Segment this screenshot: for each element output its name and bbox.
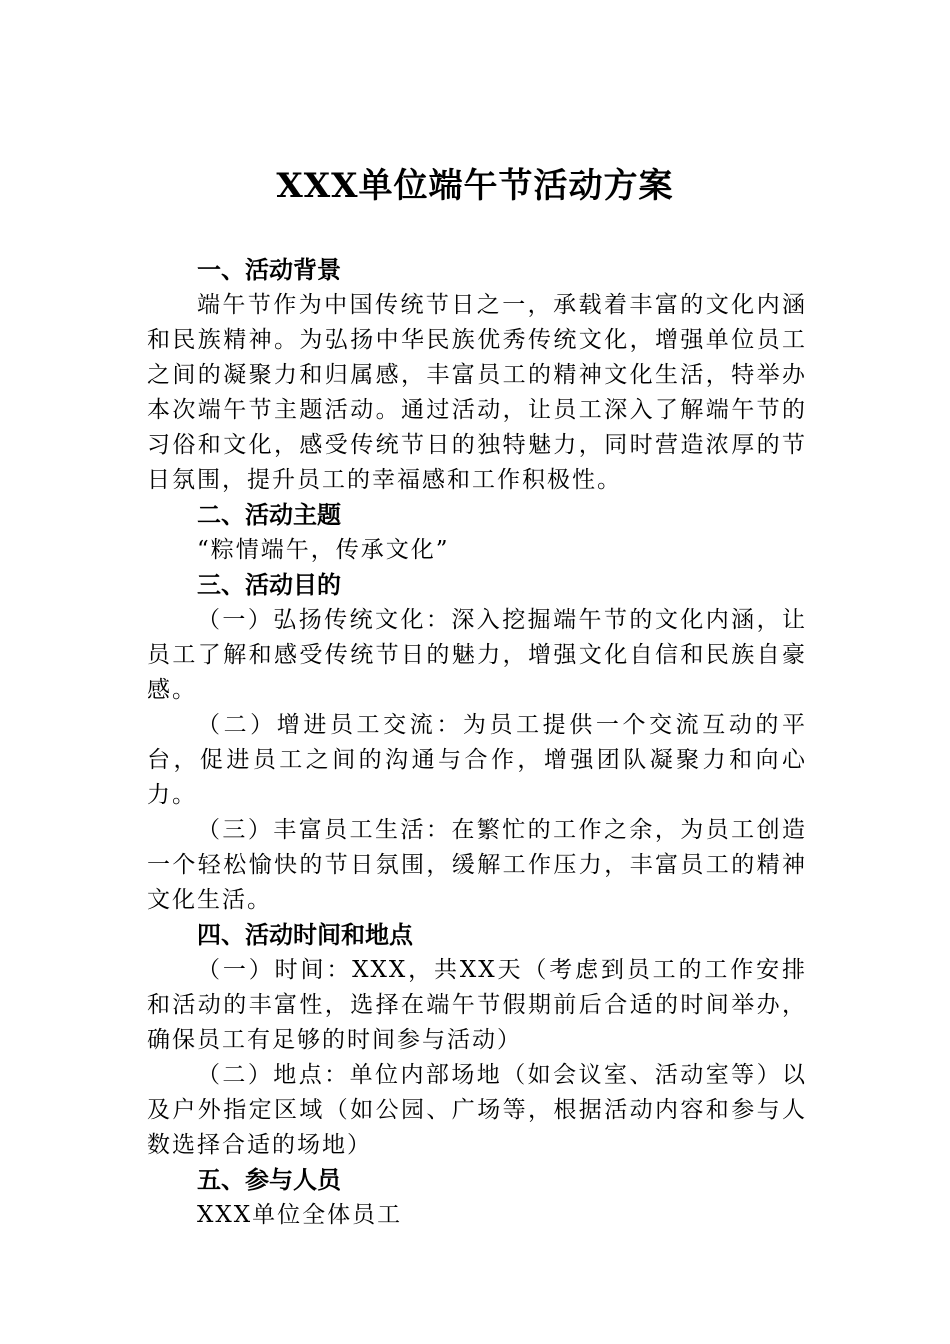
paragraph-theme: “粽情端午，传承文化” [197,537,450,563]
paragraph-purpose-2: （二）增进员工交流：为员工提供一个交流互动的平台，促进员工之间的沟通与合作，增强团队凝聚力和向心力。 [147,712,807,808]
document-body [147,253,807,1233]
paragraph-purpose-1: （一）弘扬传统文化：深入挖掘端午节的文化内涵，让员工了解和感受传统节日的魅力，增强文化自信和民族自豪感。 [147,607,807,703]
paragraph-purpose-3: （三）丰富员工生活：在繁忙的工作之余，为员工创造一个轻松愉快的节日氛围，缓解工作压力，丰富员工的精神文化生活。 [147,817,807,913]
document-title: XXX单位端午节活动方案 [276,166,674,206]
section-heading-time-place: 四、活动时间和地点 [197,921,413,949]
paragraph-background: 端午节作为中国传统节日之一，承载着丰富的文化内涵和民族精神。为弘扬中华民族优秀传统文化，增强单位员工之间的凝聚力和归属感，丰富员工的精神文化生活，特举办本次端午节主题活动。通过活动，让员工深入了解端午节的习俗和文化，感受传统节日的独特魅力，同时营造浓厚的节日氛围，提升员工的幸福感和工作积极性。 [147,292,807,493]
section-heading-participants: 五、参与人员 [197,1166,341,1194]
section-heading-purpose: 三、活动目的 [197,571,341,599]
paragraph-participants: XXX单位全体员工 [197,1202,403,1228]
paragraph-time: （一）时间：XXX，共XX天（考虑到员工的工作安排和活动的丰富性，选择在端午节假期前后合适的时间举办，确保员工有足够的时间参与活动） [147,957,807,1053]
section-heading-theme: 二、活动主题 [197,501,341,529]
section-heading-background: 一、活动背景 [197,256,341,284]
paragraph-place: （二）地点：单位内部场地（如会议室、活动室等）以及户外指定区域（如公园、广场等，根据活动内容和参与人数选择合适的场地） [147,1062,807,1158]
